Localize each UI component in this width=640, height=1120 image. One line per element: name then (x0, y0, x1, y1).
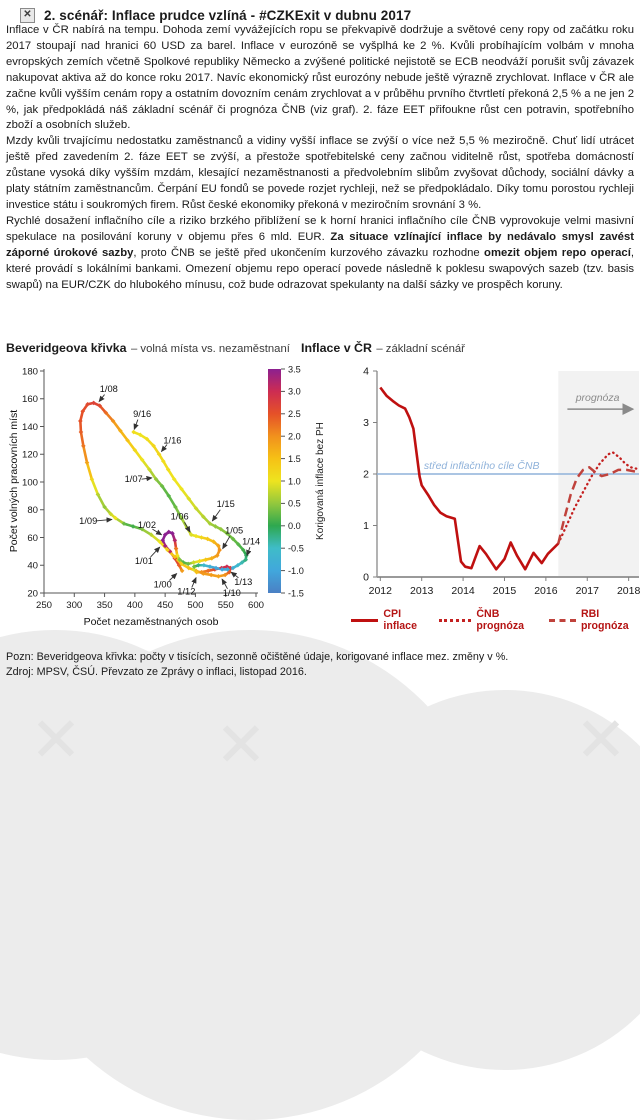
scenario-header (20, 8, 634, 23)
paragraph-segment-bold: omezit objem repo operací (484, 246, 631, 259)
paragraph-cnb-policy (6, 214, 634, 294)
inflation-chart-title (301, 339, 634, 357)
inflation-chart-title-subtitle: – základní scénář (376, 343, 465, 356)
svg-text:9/16: 9/16 (133, 409, 152, 420)
svg-text:60: 60 (27, 533, 38, 545)
svg-text:1/10: 1/10 (222, 588, 241, 599)
svg-text:550: 550 (217, 600, 234, 612)
watermark-x-icon: ✕ (215, 708, 267, 781)
legend-label: CPI inflace (383, 608, 417, 633)
beveridge-chart-title-bold: Beveridgeova křivka (6, 341, 127, 356)
svg-text:40: 40 (27, 560, 38, 572)
inflation-chart-svg (351, 361, 640, 601)
dashed-line-swatch-icon (549, 619, 576, 622)
svg-text:450: 450 (157, 600, 174, 612)
svg-text:-1.5: -1.5 (288, 588, 304, 599)
legend-item-cpi (351, 608, 430, 632)
svg-text:1/00: 1/00 (153, 580, 172, 591)
paragraph-segment-bold: Za situace vzlínající inflace by nedávalo smysl zavést záporné úrokové sazby (6, 230, 634, 259)
svg-text:1/01: 1/01 (134, 556, 153, 567)
footer-source: Zdroj: MPSV, ČSÚ. Převzato ze Zprávy o inflaci, listopad 2016. (6, 666, 307, 679)
checked-box-icon: ✕ (20, 8, 35, 23)
beveridge-chart-title-subtitle: – volná místa vs. nezaměstnaní (131, 343, 290, 356)
svg-text:500: 500 (187, 600, 204, 612)
svg-text:1.5: 1.5 (288, 454, 301, 465)
svg-text:2016: 2016 (534, 585, 558, 598)
charts-row (6, 361, 640, 642)
svg-text:0.5: 0.5 (288, 499, 301, 510)
svg-text:2.5: 2.5 (288, 409, 301, 420)
svg-text:2.0: 2.0 (288, 431, 301, 442)
svg-text:120: 120 (21, 449, 38, 461)
dotted-line-swatch-icon (439, 619, 472, 622)
svg-text:250: 250 (35, 600, 53, 612)
svg-text:1/15: 1/15 (216, 499, 235, 510)
svg-text:2018: 2018 (616, 585, 640, 598)
inflation-chart-legend (351, 608, 640, 632)
svg-text:1/12: 1/12 (177, 587, 196, 598)
svg-text:1/02: 1/02 (137, 520, 157, 531)
watermark-x-icon: ✕ (575, 703, 627, 776)
svg-text:1/07: 1/07 (124, 474, 143, 485)
legend-label: RBI prognóza (580, 608, 629, 633)
svg-text:-0.5: -0.5 (288, 543, 304, 554)
svg-text:80: 80 (27, 505, 38, 517)
svg-text:střed inflačního cíle ČNB: střed inflačního cíle ČNB (423, 460, 540, 473)
beveridge-chart-svg (6, 361, 351, 637)
svg-text:100: 100 (21, 477, 38, 489)
svg-text:3: 3 (363, 417, 369, 430)
svg-text:1/08: 1/08 (99, 384, 118, 395)
svg-text:1/05: 1/05 (225, 525, 244, 536)
svg-text:1: 1 (363, 520, 369, 533)
footer (6, 650, 634, 680)
svg-text:prognóza: prognóza (575, 392, 620, 405)
svg-text:160: 160 (21, 394, 38, 406)
watermark-x-icon: ✕ (30, 703, 82, 776)
svg-text:-1.0: -1.0 (288, 566, 304, 577)
svg-text:2017: 2017 (575, 585, 599, 598)
svg-text:300: 300 (66, 600, 83, 612)
footer-note: Pozn: Beveridgeova křivka: počty v tisících, sezonně očištěné údaje, korigované inflace mez. změny v %. (6, 651, 509, 664)
svg-text:1/09: 1/09 (79, 516, 98, 527)
svg-text:600: 600 (247, 600, 265, 612)
svg-text:1/06: 1/06 (170, 512, 189, 523)
beveridge-chart-title (6, 339, 301, 357)
svg-text:3.0: 3.0 (288, 387, 301, 398)
svg-text:Počet nezaměstnaných osob: Počet nezaměstnaných osob (83, 616, 219, 629)
inflation-chart-title-bold: Inflace v ČR (301, 341, 372, 356)
svg-text:Korigovaná inflace bez PH: Korigovaná inflace bez PH (315, 422, 326, 541)
legend-item-cnb (439, 608, 540, 632)
svg-text:1/13: 1/13 (234, 577, 253, 588)
svg-text:1.0: 1.0 (288, 476, 301, 487)
svg-text:350: 350 (96, 600, 113, 612)
svg-text:2014: 2014 (451, 585, 475, 598)
svg-text:2012: 2012 (368, 585, 392, 598)
chart-titles-row (6, 339, 634, 357)
paragraph-wages: Mzdy kvůli trvajícímu nedostatku zaměstnanců a vidiny vyšší inflace se zvýší o více než 5,5 % meziročně. Chuť lidí utrácet ještě před zavedením 2. fáze EET se zvýší, a přestože spotřebitelské ceny začnou viditelně růst, spotřeba domácností zůstane vysoká díky vyšším mzdám, klesající nezaměstnanosti a předvolebním slibům zvyšovat důchody, sociální dávky a platy státním zaměstnancům. Čerpání EU fondů se povede rozjet rychleji, než se předpokládalo. Díky tomu porostou rychleji investice státu i soukromých firem. Růst české ekonomiky překoná v meziročním srovnání 3 %. (6, 135, 634, 211)
paragraph-segment: , které provádí s lokálními bankami. Omezení objemu repo operací povede následně k poklesu swapových sazeb (tzv. basis swapů) na EUR/CZK do hlubokého mínusu, což bude odrazovat spekulanty na další sázky ve prospěch koruny. (6, 246, 634, 291)
svg-text:1/14: 1/14 (242, 537, 261, 548)
page-title: 2. scénář: Inflace prudce vzlíná - #CZKExit v dubnu 2017 (44, 8, 412, 23)
svg-text:20: 20 (27, 588, 38, 600)
paragraph-segment: Rychlé dosažení inflačního cíle a riziko brzkého přiblížení se k horní hranici inflačního cíle ČNB vyprovokuje velmi masivní spekulace na posilování koruny v objemu přes 6 mld. EUR. (6, 214, 634, 243)
paragraph-inflation-overview: Inflace v ČR nabírá na tempu. Dohoda zemí vyvážejících ropu se překvapivě dodržuje a světové ceny ropy od začátku roku 2017 stoupají nad hranici 60 USD za barel. Inflace v eurozóně se vyšplhá ke 2 %. Kvůli probíhajícím volbám v mnoha evropských zemích včetně Spolkové republiky Německo a zvýšené politické nejistotě se ECB neodváží porušit svůj závazek nakupovat aktiva až do konce roku 2017. Navíc ekonomický růst eurozóny nebude ještě výrazně zrychlovat. Inflace v ČR ale začne kvůli vyšším cenám ropy a ostatním dovozním cenám zrychlovat a v průběhu prvního čtvrtletí překoná 2,5 % a ne jen 2 %, jak předpokládá náš základní scénář či prognóza ČNB (viz graf). 2. fáze EET přifoukne růst cen potravin, spotřebního zboží a osobních služeb. (6, 24, 634, 132)
solid-line-swatch-icon (351, 619, 378, 622)
svg-text:0: 0 (363, 572, 369, 585)
inflation-chart (351, 361, 640, 642)
svg-text:4: 4 (363, 366, 369, 379)
svg-text:180: 180 (21, 366, 38, 378)
svg-text:1/16: 1/16 (163, 435, 182, 446)
svg-text:0.0: 0.0 (288, 521, 301, 532)
svg-text:400: 400 (126, 600, 143, 612)
svg-text:2013: 2013 (410, 585, 434, 598)
legend-item-rbi (549, 608, 640, 632)
svg-text:Počet volných pracovních míst: Počet volných pracovních míst (8, 410, 20, 553)
svg-text:2015: 2015 (492, 585, 517, 598)
svg-text:2: 2 (363, 469, 369, 482)
svg-text:3.5: 3.5 (288, 364, 301, 375)
legend-label: ČNB prognóza (476, 608, 525, 633)
beveridge-chart (6, 361, 351, 642)
paragraph-segment: , proto ČNB se ještě před ukončením kurzového závazku rozhodne (133, 246, 485, 259)
svg-text:140: 140 (21, 422, 38, 434)
